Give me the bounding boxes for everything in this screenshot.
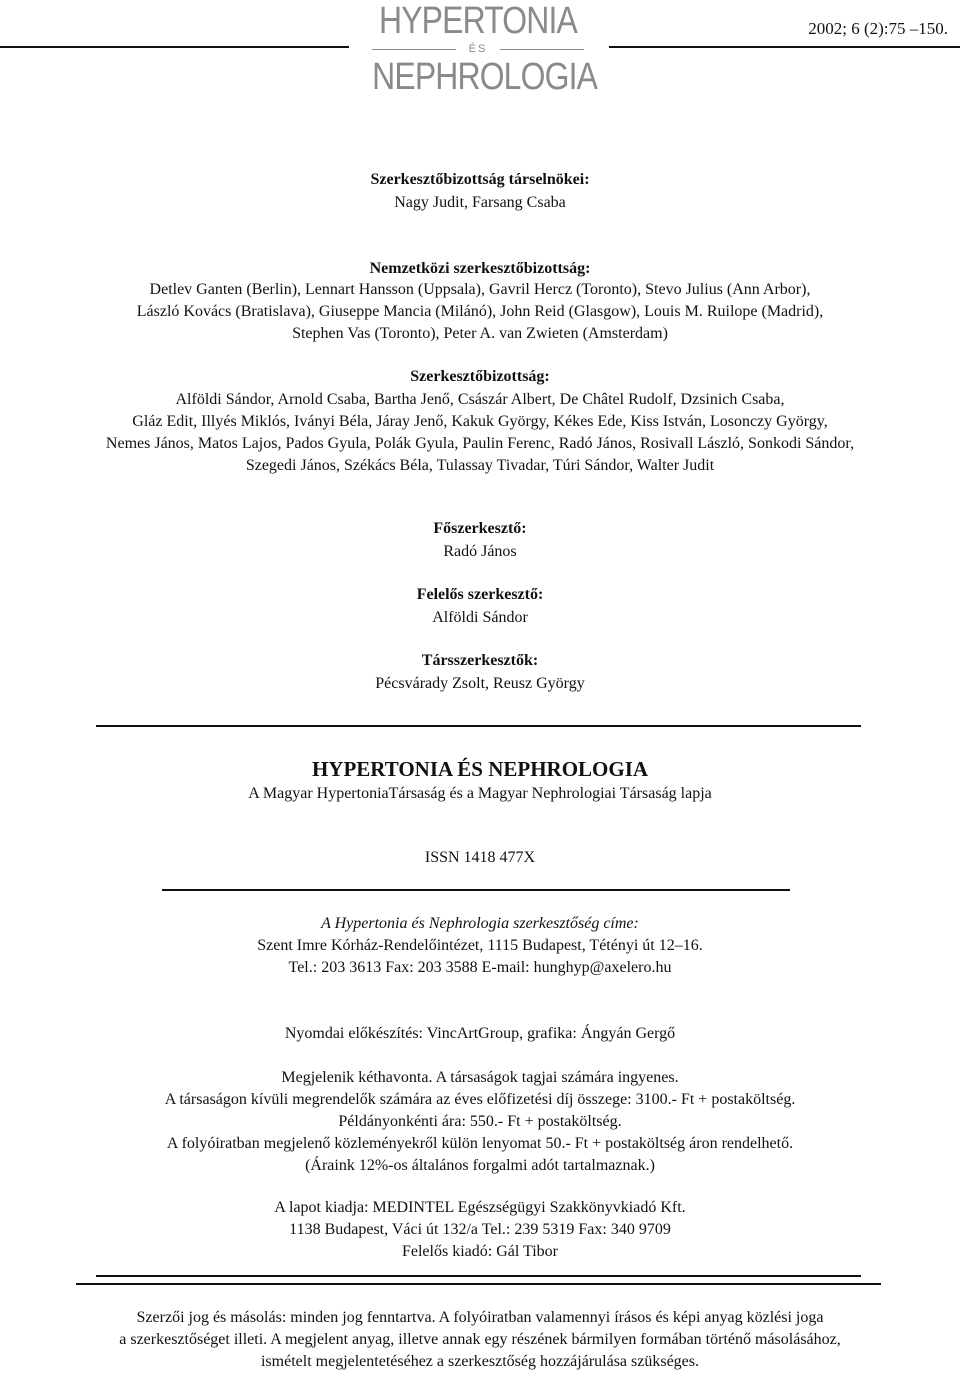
editorial-board-members (0, 389, 960, 477)
divider-3 (96, 1275, 861, 1277)
divider-2 (162, 889, 790, 891)
international-board-members (0, 279, 960, 345)
publisher-line: 1138 Budapest, Váci út 132/a Tel.: 239 5319 Fax: 340 9709 (289, 1221, 671, 1238)
office-contact: Tel.: 203 3613 Fax: 203 3588 E-mail: hunghyp@axelero.hu (288, 959, 672, 976)
international-board-line: Stephen Vas (Toronto), Peter A. van Zwieten (Amsterdam) (292, 325, 668, 342)
editorial-board-heading: Szerkesztőbizottság: (410, 368, 550, 385)
copyright-line: a szerkesztőséget illeti. A megjelent anyag, illetve annak egy részének bármilyen formában történő másolásához, (119, 1331, 841, 1348)
cochairs-heading: Szerkesztőbizottság társelnökei: (370, 171, 590, 188)
editorial-board-line: Gláz Edit, Illyés Miklós, Iványi Béla, Járay Jenő, Kakuk György, Kékes Ede, Kiss István, Losonczy György, (132, 413, 828, 430)
divider-1 (96, 725, 861, 727)
cochairs-names: Nagy Judit, Farsang Csaba (394, 194, 566, 211)
logo-word-mid: ÉS (468, 43, 488, 55)
editorial-board-line: Nemes János, Matos Lajos, Pados Gyula, Polák Gyula, Paulin Ferenc, Radó János, Rosivall László, Sonkodi Sándor, (105, 435, 855, 452)
journal-subtitle: A Magyar HypertoniaTársaság és a Magyar Nephrologiai Társaság lapja (248, 785, 712, 802)
publisher-line: Felelős kiadó: Gál Tibor (401, 1243, 558, 1260)
publisher-info (0, 1197, 960, 1263)
divider-4 (76, 1283, 881, 1285)
editor-in-chief-name: Radó János (443, 543, 517, 560)
subscription-info (0, 1067, 960, 1177)
subscription-line: A társaságon kívüli megrendelők számára az éves előfizetési díj összege: 3100.- Ft + postaköltség. (164, 1091, 796, 1108)
copyright-notice (0, 1307, 960, 1373)
co-editors-names: Pécsvárady Zsolt, Reusz György (375, 675, 585, 692)
header-rule-left (0, 46, 349, 48)
citation: 2002; 6 (2):75 –150. (808, 19, 948, 38)
journal-title: HYPERTONIA ÉS NEPHROLOGIA (311, 757, 649, 781)
international-board-heading: Nemzetközi szerkesztőbizottság: (369, 260, 591, 277)
subscription-line: (Áraink 12%-os általános forgalmi adót tartalmaznak.) (305, 1157, 655, 1174)
editor-in-chief-heading: Főszerkesztő: (433, 520, 527, 537)
editorial-board-line: Szegedi János, Székács Béla, Tulassay Tivadar, Túri Sándor, Walter Judit (245, 457, 715, 474)
subscription-line: Megjelenik kéthavonta. A társaságok tagjai számára ingyenes. (281, 1069, 679, 1086)
prepress-credit: Nyomdai előkészítés: VincArtGroup, grafika: Ángyán Gergő (284, 1025, 676, 1042)
copyright-line: Szerzői jog és másolás: minden jog fenntartva. A folyóiratban valamennyi írásos és képi anyag közlési joga (136, 1309, 824, 1326)
international-board-line: Detlev Ganten (Berlin), Lennart Hansson (Uppsala), Gavril Hercz (Toronto), Stevo Julius (Ann Arbor), (149, 281, 811, 298)
subscription-line: Példányonkénti ára: 550.- Ft + postaköltség. (338, 1113, 622, 1130)
logo-word-bottom: NEPHROLOGIA (372, 56, 598, 98)
publisher-line: A lapot kiadja: MEDINTEL Egészségügyi Szakkönyvkiadó Kft. (274, 1199, 686, 1216)
logo-word-top: HYPERTONIA (379, 0, 577, 42)
editorial-board-line: Alföldi Sándor, Arnold Csaba, Bartha Jenő, Császár Albert, De Châtel Rudolf, Dzsinich Csaba, (175, 391, 785, 408)
copyright-line: ismételt megjelentetéséhez a szerkesztőség hozzájárulása szükséges. (260, 1353, 700, 1370)
office-address: Szent Imre Kórház-Rendelőintézet, 1115 Budapest, Tétényi út 12–16. (257, 937, 703, 954)
managing-editor-heading: Felelős szerkesztő: (416, 586, 544, 603)
subscription-line: A folyóiratban megjelenő közleményekről külön lenyomat 50.- Ft + postaköltség áron rendelhető. (166, 1135, 794, 1152)
managing-editor-name: Alföldi Sándor (432, 609, 528, 626)
office-heading: A Hypertonia és Nephrologia szerkesztőség címe: (321, 915, 639, 932)
international-board-line: László Kovács (Bratislava), Giuseppe Mancia (Milánó), John Reid (Glasgow), Louis M. Ruilope (Madrid), (136, 303, 824, 320)
issn: ISSN 1418 477X (424, 849, 536, 866)
header-rule-right (609, 46, 960, 48)
co-editors-heading: Társszerkesztők: (421, 652, 539, 669)
